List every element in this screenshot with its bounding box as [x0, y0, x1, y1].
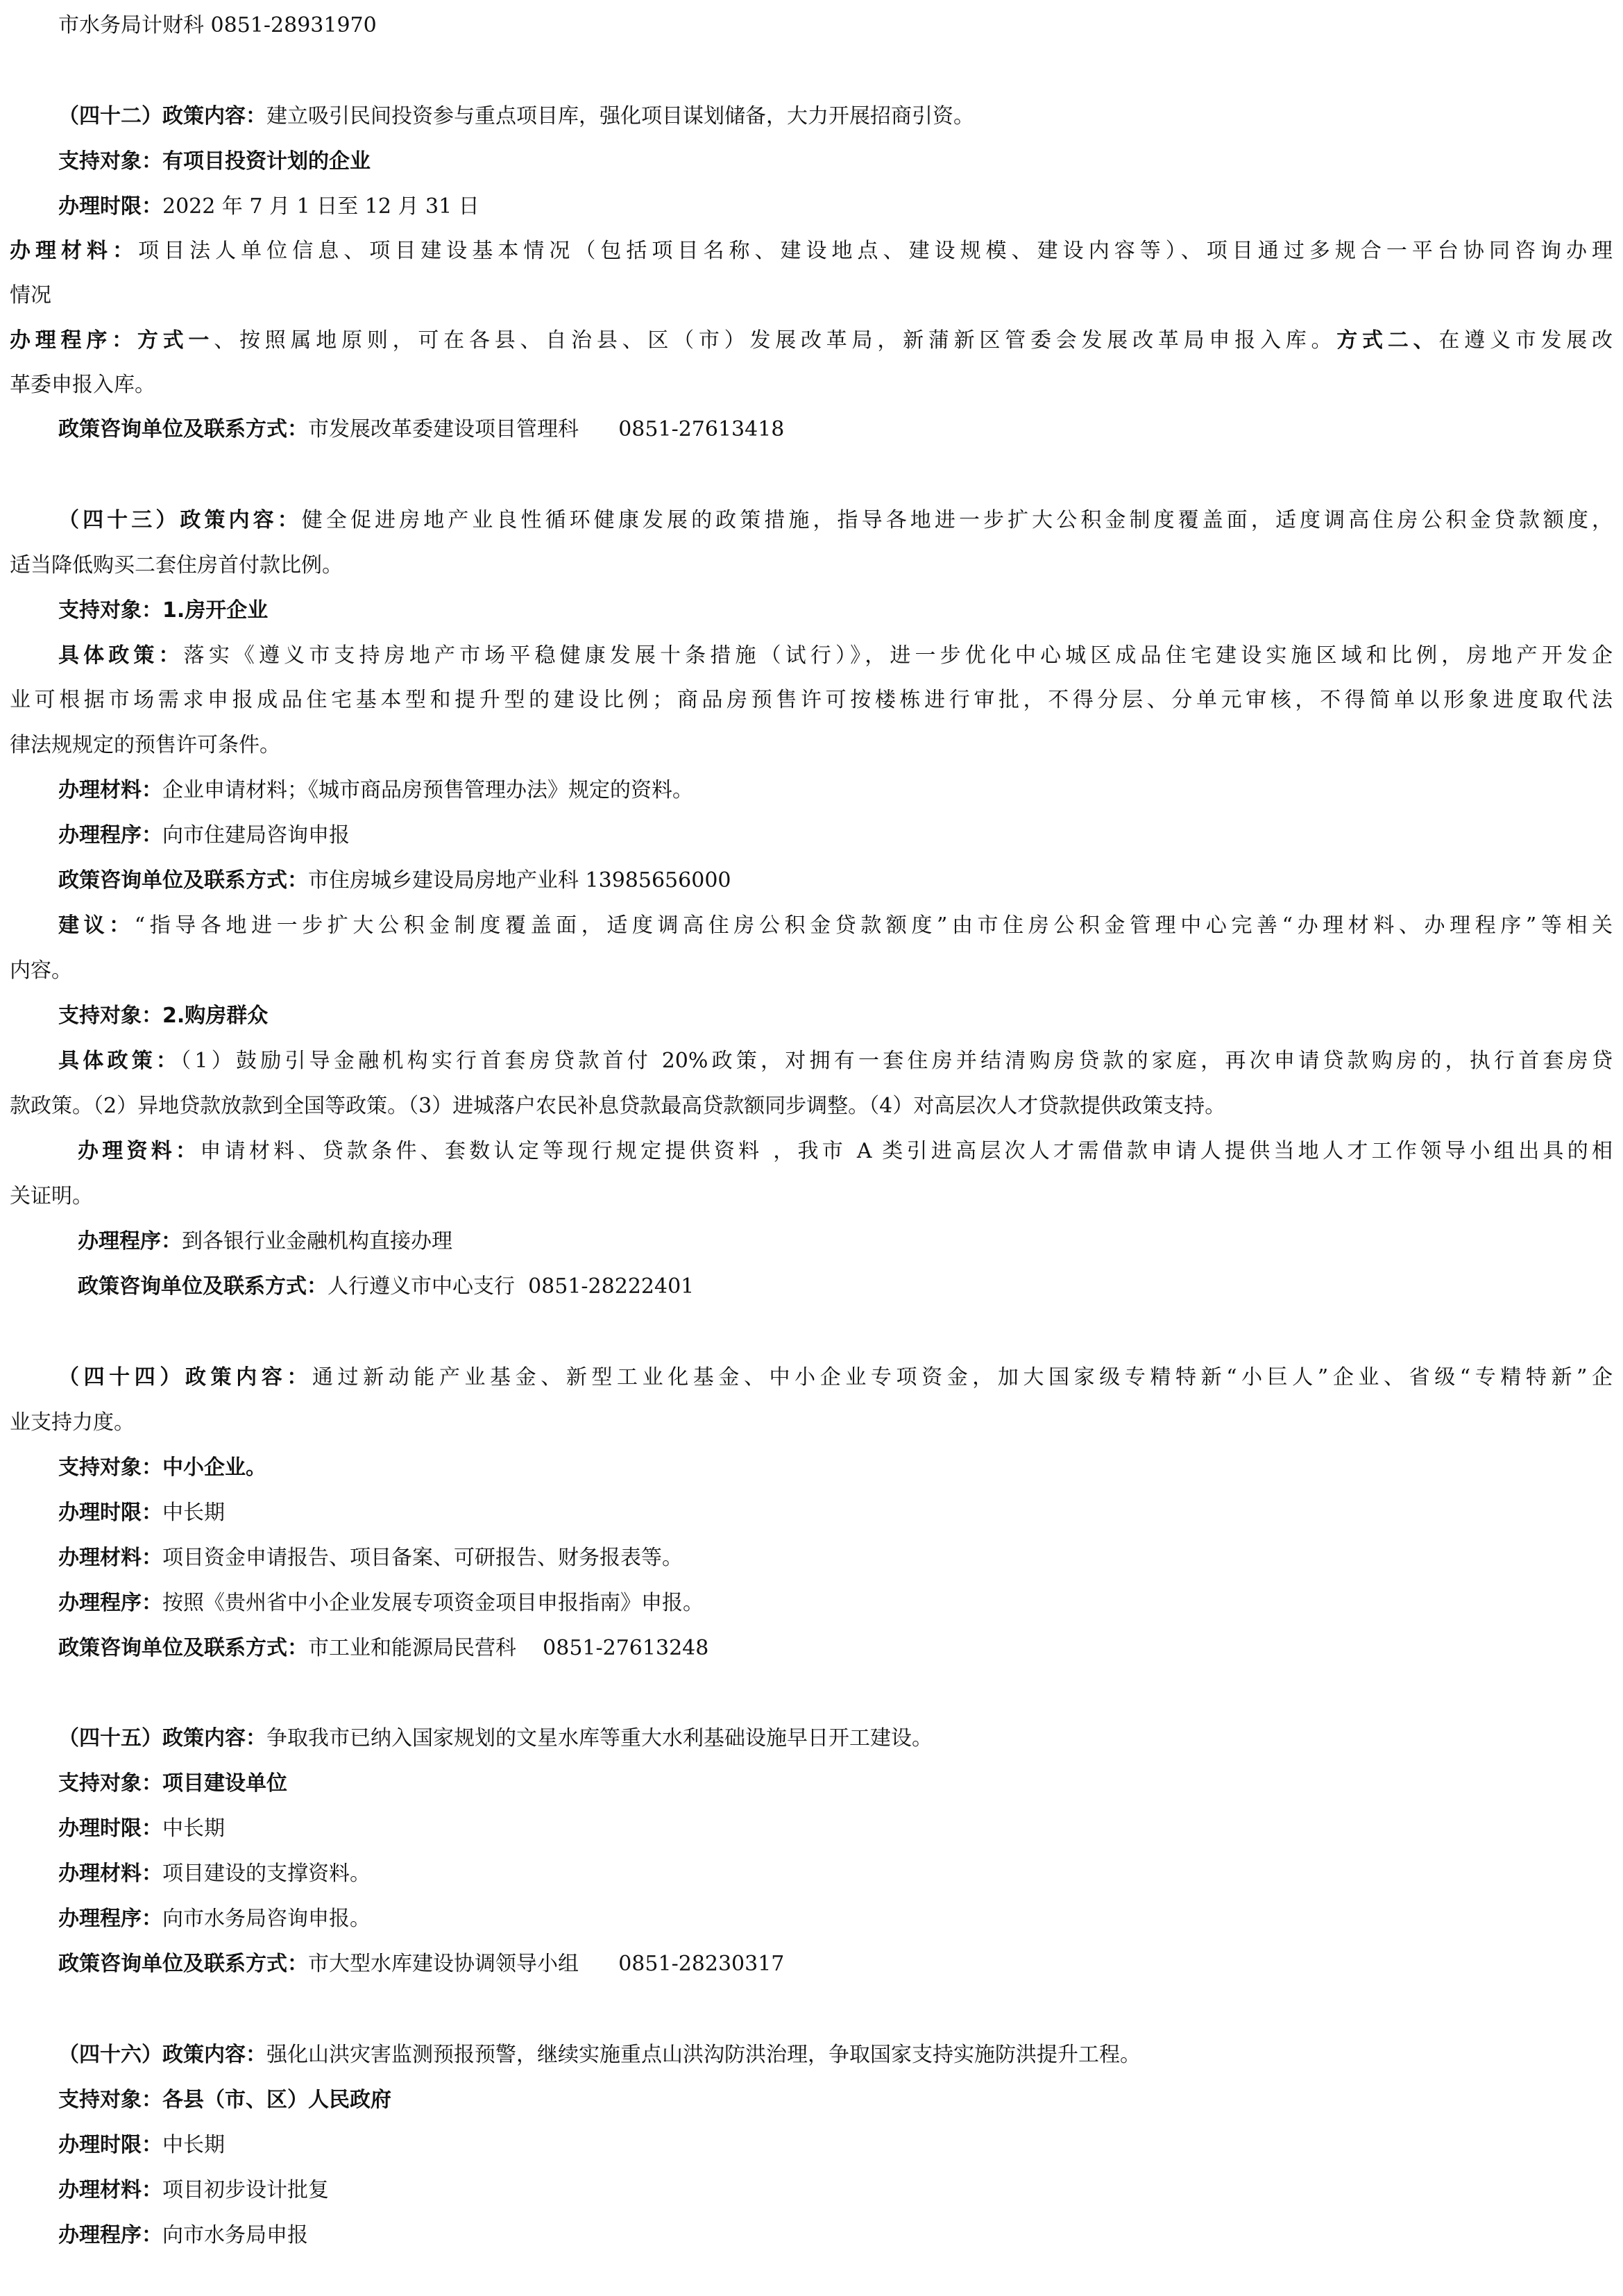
material-text: 申请材料、贷款条件、套数认定等现行规定提供资料 ，我市 A 类引进高层次人才需借款申请人提供当地人才工作领导小组出具的相	[200, 1139, 1613, 1163]
contact-label: 政策咨询单位及联系方式：	[58, 868, 308, 893]
policy-46-support	[58, 2090, 391, 2111]
policy-42-procedure	[10, 330, 1613, 351]
policy-43-title-label: （四十三）政策内容：	[58, 508, 302, 532]
policy-43-g2-material-cont: 关证明。	[10, 1184, 93, 1208]
support-value: 2.购房群众	[162, 1004, 269, 1028]
time-value: 中长期	[162, 1501, 225, 1525]
material-label: 办理材料：	[58, 1862, 162, 1886]
material-label: 办理材料：	[58, 1546, 162, 1570]
method-two: 方式二、	[1336, 328, 1439, 353]
contact-value: 人行遵义市中心支行 0851-28222401	[328, 1274, 695, 1299]
support-label: 支持对象：	[58, 1771, 162, 1796]
contact-label: 政策咨询单位及联系方式：	[58, 1636, 308, 1660]
support-label: 支持对象：	[58, 149, 162, 174]
header-contact: 市水务局计财科 0851-28931970	[58, 13, 377, 37]
procedure-label: 办理程序：	[58, 823, 162, 847]
procedure-label: 办理程序：	[78, 1229, 182, 1253]
material-text: 项目法人单位信息、项目建设基本情况（包括项目名称、建设地点、建设规模、建设内容等）、项目通过多规合一平台协同咨询办理	[138, 239, 1613, 263]
procedure-label: 办理程序：	[58, 1907, 162, 1931]
policy-45-title-text: 争取我市已纳入国家规划的文星水库等重大水利基础设施早日开工建设。	[266, 1726, 933, 1750]
support-value: 中小企业。	[162, 1455, 266, 1480]
material-value: 企业申请材料；《城市商品房预售管理办法》规定的资料。	[162, 778, 693, 802]
material-label: 办理资料：	[78, 1139, 201, 1163]
procedure-value: 到各银行业金融机构直接办理	[182, 1229, 452, 1253]
policy-44-support	[58, 1455, 266, 1480]
policy-46-title-text: 强化山洪灾害监测预报预警，继续实施重点山洪沟防洪治理，争取国家支持实施防洪提升工程。	[266, 2043, 1141, 2067]
time-value: 中长期	[162, 2133, 225, 2157]
policy-44-title-cont: 业支持力度。	[10, 1410, 135, 1435]
policy-45-contact	[58, 1954, 784, 1975]
contact-value: 市大型水库建设协调领导小组 0851-28230317	[308, 1952, 785, 1976]
advice-text: “指导各地进一步扩大公积金制度覆盖面，适度调高住房公积金贷款额度”由市住房公积金管理中心完善“办理材料、办理程序”等相关	[134, 913, 1613, 938]
procedure-label: 办理程序：	[58, 1591, 162, 1615]
time-label: 办理时限：	[58, 1501, 162, 1525]
procedure-value: 向市住建局咨询申报	[162, 823, 350, 847]
policy-43-g1-policy-cont: 业可根据市场需求申报成品住宅基本型和提升型的建设比例；商品房预售许可按楼栋进行审批，不得分层、分单元审核，不得简单以形象进度取代法	[10, 688, 1613, 712]
policy-44-title-text: 通过新动能产业基金、新型工业化基金、中小企业专项资金，加大国家级专精特新“小巨人”企业、省级“专精特新”企	[312, 1365, 1613, 1390]
policy-43-g1-support	[58, 600, 268, 621]
policy-45-material	[58, 1864, 371, 1884]
policy-43-g2-policy-cont: 款政策。（2）异地贷款放款到全国等政策。（3）进城落户农民补息贷款最高贷款额同步调整。（4）对高层次人才贷款提供政策支持。	[10, 1094, 1226, 1118]
policy-43-g2-procedure	[78, 1231, 452, 1252]
policy-46-title-label: （四十六）政策内容：	[58, 2043, 266, 2067]
contact-label: 政策咨询单位及联系方式：	[58, 417, 308, 441]
policy-44-time	[58, 1503, 225, 1523]
support-label: 支持对象：	[58, 598, 162, 623]
policy-42-contact	[58, 419, 784, 440]
support-label: 支持对象：	[58, 1004, 162, 1028]
policy-42-procedure-cont: 革委申报入库。	[10, 373, 155, 397]
policy-43-g2-material	[78, 1141, 1613, 1162]
advice-label: 建议：	[58, 913, 135, 938]
policy-42-material-cont: 情况	[10, 283, 51, 307]
policy-43-advice	[58, 915, 1613, 936]
procedure-text: 在遵义市发展改	[1438, 328, 1613, 353]
policy-45-procedure	[58, 1909, 371, 1930]
support-label: 支持对象：	[58, 2088, 162, 2112]
policy-45-title	[58, 1728, 933, 1749]
policy-43-g1-contact	[58, 870, 731, 891]
material-value: 项目建设的支撑资料。	[162, 1862, 371, 1886]
material-label: 办理材料：	[58, 778, 162, 802]
policy-44-procedure	[58, 1593, 704, 1614]
policy-43-title	[58, 510, 1613, 531]
support-value: 有项目投资计划的企业	[162, 149, 371, 174]
support-value: 1.房开企业	[162, 598, 269, 623]
material-label: 办理材料：	[10, 239, 139, 263]
policy-42-title-text: 建立吸引民间投资参与重点项目库，强化项目谋划储备，大力开展招商引资。	[266, 104, 974, 128]
procedure-label: 办理程序：	[10, 328, 137, 353]
policy-43-title-text: 健全促进房地产业良性循环健康发展的政策措施，指导各地进一步扩大公积金制度覆盖面，适度调高住房公积金贷款额度，	[301, 508, 1613, 532]
material-value: 项目资金申请报告、项目备案、可研报告、财务报表等。	[162, 1546, 683, 1570]
policy-42-title	[58, 106, 974, 127]
procedure-text: 、按照属地原则，可在各县、自治县、区（市）发展改革局，新蒲新区管委会发展改革局申报入库。	[214, 328, 1337, 353]
contact-label: 政策咨询单位及联系方式：	[58, 1952, 308, 1976]
method-one: 方式一	[137, 328, 214, 353]
policy-44-contact	[58, 1638, 708, 1659]
policy-44-title	[58, 1367, 1613, 1388]
policy-43-g2-contact	[78, 1276, 694, 1297]
policy-label: 具体政策：	[58, 643, 184, 668]
policy-46-material	[58, 2180, 329, 2201]
support-value: 项目建设单位	[162, 1771, 287, 1796]
material-label: 办理材料：	[58, 2178, 162, 2202]
policy-42-material	[10, 241, 1613, 262]
policy-text: （1）鼓励引导金融机构实行首套房贷款首付 20%政策，对拥有一套住房并结清购房贷款的家庭，再次申请贷款购房的，执行首套房贷	[180, 1049, 1613, 1073]
time-value: 2022 年 7 月 1 日至 12 月 31 日	[162, 194, 479, 219]
time-value: 中长期	[162, 1816, 225, 1841]
policy-42-time	[58, 196, 479, 217]
policy-43-g1-material	[58, 780, 693, 801]
policy-43-title-cont: 适当降低购买二套住房首付款比例。	[10, 553, 343, 577]
time-label: 办理时限：	[58, 2133, 162, 2157]
policy-43-g2-support	[58, 1006, 268, 1027]
contact-value: 市发展改革委建设项目管理科 0851-27613418	[308, 417, 785, 441]
policy-43-g2-policy	[58, 1051, 1613, 1072]
procedure-value: 向市水务局咨询申报。	[162, 1907, 371, 1931]
time-label: 办理时限：	[58, 1816, 162, 1841]
support-value: 各县（市、区）人民政府	[162, 2088, 391, 2112]
policy-44-title-label: （四十四）政策内容：	[58, 1365, 312, 1390]
policy-43-g1-policy	[58, 645, 1613, 666]
policy-42-title-label: （四十二）政策内容：	[58, 104, 266, 128]
time-label: 办理时限：	[58, 194, 162, 219]
policy-44-material	[58, 1548, 683, 1569]
policy-45-title-label: （四十五）政策内容：	[58, 1726, 266, 1750]
policy-43-g1-policy-cont2: 律法规规定的预售许可条件。	[10, 733, 280, 757]
contact-value: 市住房城乡建设局房地产业科 13985656000	[308, 868, 731, 893]
policy-label: 具体政策：	[58, 1049, 181, 1073]
contact-value: 市工业和能源局民营科 0851-27613248	[308, 1636, 709, 1660]
policy-43-g1-procedure	[58, 825, 350, 846]
policy-46-time	[58, 2135, 225, 2156]
policy-45-time	[58, 1818, 225, 1839]
contact-label: 政策咨询单位及联系方式：	[78, 1274, 328, 1299]
procedure-value: 向市水务局申报	[162, 2223, 308, 2247]
material-value: 项目初步设计批复	[162, 2178, 329, 2202]
procedure-label: 办理程序：	[58, 2223, 162, 2247]
policy-46-procedure	[58, 2225, 308, 2246]
policy-46-title	[58, 2045, 1141, 2066]
policy-45-support	[58, 1773, 287, 1794]
policy-43-advice-cont: 内容。	[10, 959, 72, 983]
policy-42-support	[58, 151, 371, 172]
policy-text: 落实《遵义市支持房地产市场平稳健康发展十条措施（试行）》，进一步优化中心城区成品住宅建设实施区域和比例，房地产开发企	[183, 643, 1613, 668]
support-label: 支持对象：	[58, 1455, 162, 1480]
procedure-value: 按照《贵州省中小企业发展专项资金项目申报指南》申报。	[162, 1591, 704, 1615]
